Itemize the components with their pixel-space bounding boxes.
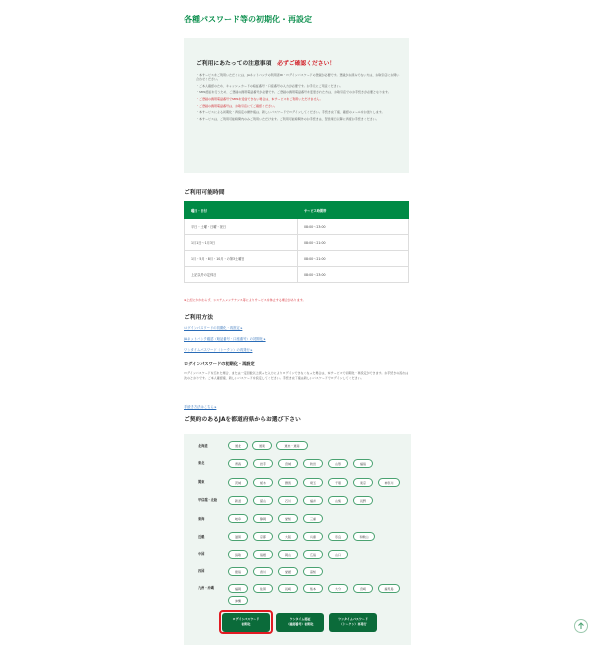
table-cell: 1月・5月・8月・10月・の第3土曜日 [185,251,298,267]
pref-button[interactable]: 岡山 [278,550,298,559]
pref-button[interactable]: 山梨 [328,496,348,505]
notice-heading-emphasis: 必ずご確認ください！ [277,61,336,67]
pref-button[interactable]: 沖縄 [228,596,248,605]
table-row [185,219,409,235]
pref-button[interactable]: 石川 [278,496,298,505]
table-cell: 08:00〜21:00 [298,235,409,251]
pref-button[interactable]: 新潟 [228,496,248,505]
pref-button[interactable]: 埼玉 [303,478,323,487]
region-label: 近畿 [198,535,205,539]
notice-item: ・ご本人確認のため、キャッシュカードの暗証番号・口座番号の入力が必要です。お手元にご用意ください。 [196,83,343,88]
pref-button[interactable]: 千葉 [328,478,348,487]
table-cell: 平日・土曜・日曜・祝日 [185,219,298,235]
notice-heading-text: ご利用にあたっての注意事項 [196,61,272,67]
pref-button[interactable]: 奈良 [328,532,348,541]
hours-title: ご利用可能時間 [184,190,225,196]
pref-button[interactable]: 鳥取 [228,550,248,559]
pref-button[interactable]: 京都 [253,532,273,541]
pref-button[interactable]: 愛知 [278,514,298,523]
table-row [185,235,409,251]
pref-button[interactable]: 滋賀 [228,532,248,541]
region-label: 四国 [198,569,205,573]
pref-button[interactable]: 大阪 [278,532,298,541]
pref-button[interactable]: 高知 [303,567,323,576]
pref-button[interactable]: 山口 [328,550,348,559]
pref-button[interactable]: 茨城 [228,478,248,487]
table-row [185,251,409,267]
pref-button[interactable]: 富山 [253,496,273,505]
button-line: （トークン）再発行 [339,621,367,626]
usage-link-token[interactable]: ワンタイムパスワード（トークン）の再発行 ▸ [184,348,253,352]
pref-button[interactable]: 岐阜 [228,514,248,523]
pref-button[interactable]: 道東 [252,441,272,450]
pref-button[interactable]: 福島 [353,459,373,468]
table-cell: 08:00〜21:00 [298,251,409,267]
table-header-row [185,202,409,219]
pref-button[interactable]: 福井 [303,496,323,505]
button-line: 初期化 [241,621,251,626]
pref-button[interactable]: 兵庫 [303,532,323,541]
region-label: 東北 [198,461,205,465]
table-header-cell: 曜日・日付 [185,202,298,219]
button-line: ワンタイム認証 [289,617,311,621]
pref-button[interactable]: 広島 [303,550,323,559]
table-header-cell: サービス時間帯 [298,202,409,219]
button-line: ログインパスワード [232,617,260,621]
arrow-up-icon [577,622,585,630]
pref-button[interactable]: 東京 [353,478,373,487]
login-reset-description: ログインパスワードを忘れた場合、または一定回数以上誤った入力によりログインできなくなった場合は、本サービスで初期化・再設定ができます。お手続きの流れは次のとおりです。ご本人確認後、新しいパスワードを設定してください。手続き完了後は新しいパスワードでログインしてください。 [184,371,409,380]
back-to-top-button[interactable] [574,619,588,633]
pref-button[interactable]: 宮城 [278,459,298,468]
pref-button[interactable]: 山形 [328,459,348,468]
page-title: 各種パスワード等の初期化・再設定 [184,15,312,24]
hours-table [184,201,409,283]
hours-note: ※上記にかかわらず、システムメンテナンス等によりサービスを休止する場合があります。 [184,298,306,302]
table-cell: 上記以外の定休日 [185,267,298,283]
pref-button[interactable]: 栃木 [253,478,273,487]
pref-button[interactable]: 道央・道南 [276,441,308,450]
pref-button[interactable]: 福岡 [228,584,248,593]
pref-button[interactable]: 秋田 [303,459,323,468]
button-line: ワンタイムパスワード [338,617,368,621]
pref-button[interactable]: 宮崎 [353,584,373,593]
notice-list [196,73,401,123]
onetime-auth-reset-button[interactable] [276,613,324,632]
notice-item: ・SMS認証を行うため、ご登録の携帯電話番号が必要です。ご登録の携帯電話番号を変更された方は、お取引店でのお手続きが必要となります。 [196,90,391,95]
region-label: 北海道 [198,444,208,448]
pref-button[interactable]: 神奈川 [378,478,400,487]
table-row [185,267,409,283]
notice-item-alert: ・ご登録の携帯電話番号は、お取引店にてご確認ください。 [196,103,278,108]
region-label: 東海 [198,517,205,521]
pref-button[interactable]: 島根 [253,550,273,559]
login-reset-title: ログインパスワードの初期化・再設定 [184,361,255,366]
pref-button[interactable]: 熊本 [303,584,323,593]
pref-button[interactable]: 鹿児島 [378,584,400,593]
notice-item: ・本サービスをご利用いただくには、JAネットバンクの利用者ID・ログインパスワードの登録が必要です。登録がお済みでない方は、お取引店にお問い合わせください。 [196,73,400,82]
pref-button[interactable]: 徳島 [228,567,248,576]
notice-box [184,38,409,173]
usage-link-login-password[interactable]: ログインパスワードの初期化・再設定 ▸ [184,326,243,330]
pref-button[interactable]: 岩手 [253,459,273,468]
pref-button[interactable]: 香川 [253,567,273,576]
pref-button[interactable]: 佐賀 [253,584,273,593]
region-label: 関東 [198,480,205,484]
pref-button[interactable]: 道北 [228,441,248,450]
pref-button[interactable]: 和歌山 [353,532,375,541]
region-label: 甲信越・北陸 [198,498,218,502]
token-reissue-button[interactable] [329,613,377,632]
notice-heading [196,58,335,67]
usage-link-confirmation-number[interactable]: JAネットバンク確認（暗証番号・口座番号）の初期化 ▸ [184,337,266,341]
pref-button[interactable]: 愛媛 [278,567,298,576]
region-label: 中国 [198,552,205,556]
pref-button[interactable]: 群馬 [278,478,298,487]
table-cell: 1月1日〜1月3日 [185,235,298,251]
notice-item-alert: ・ご登録の携帯電話番号でSMSを受信できない場合は、本サービスをご利用いただけません。 [196,96,323,101]
pref-button[interactable]: 三重 [303,514,323,523]
ja-select-title: ご契約のあるJAを都道府県からお選び下さい [184,417,301,423]
region-label: 九州・沖縄 [198,586,214,590]
table-cell: 08:00〜23:00 [298,267,409,283]
notice-item: ・本サービスによる初期化・再設定の操作後は、新しいパスワードでログインしてください。手続き完了後、確認のメールをお送りします。 [196,110,385,115]
notice-item: ・本サービスは、ご利用可能時間内のみご利用いただけます。ご利用可能時間外のお手続きは、翌営業日以降に再度お手続きください。 [196,116,379,121]
button-line: （確認番号）初期化 [286,621,314,626]
table-cell: 08:00〜23:00 [298,219,409,235]
pref-button[interactable]: 長野 [353,496,373,505]
procedure-link[interactable]: 手続き方法はこちら ▸ [184,405,217,409]
highlight-frame [219,610,273,634]
usage-title: ご利用方法 [184,315,213,321]
pref-button[interactable]: 青森 [228,459,248,468]
pref-button[interactable]: 静岡 [253,514,273,523]
pref-button[interactable]: 長崎 [278,584,298,593]
pref-button[interactable]: 大分 [328,584,348,593]
